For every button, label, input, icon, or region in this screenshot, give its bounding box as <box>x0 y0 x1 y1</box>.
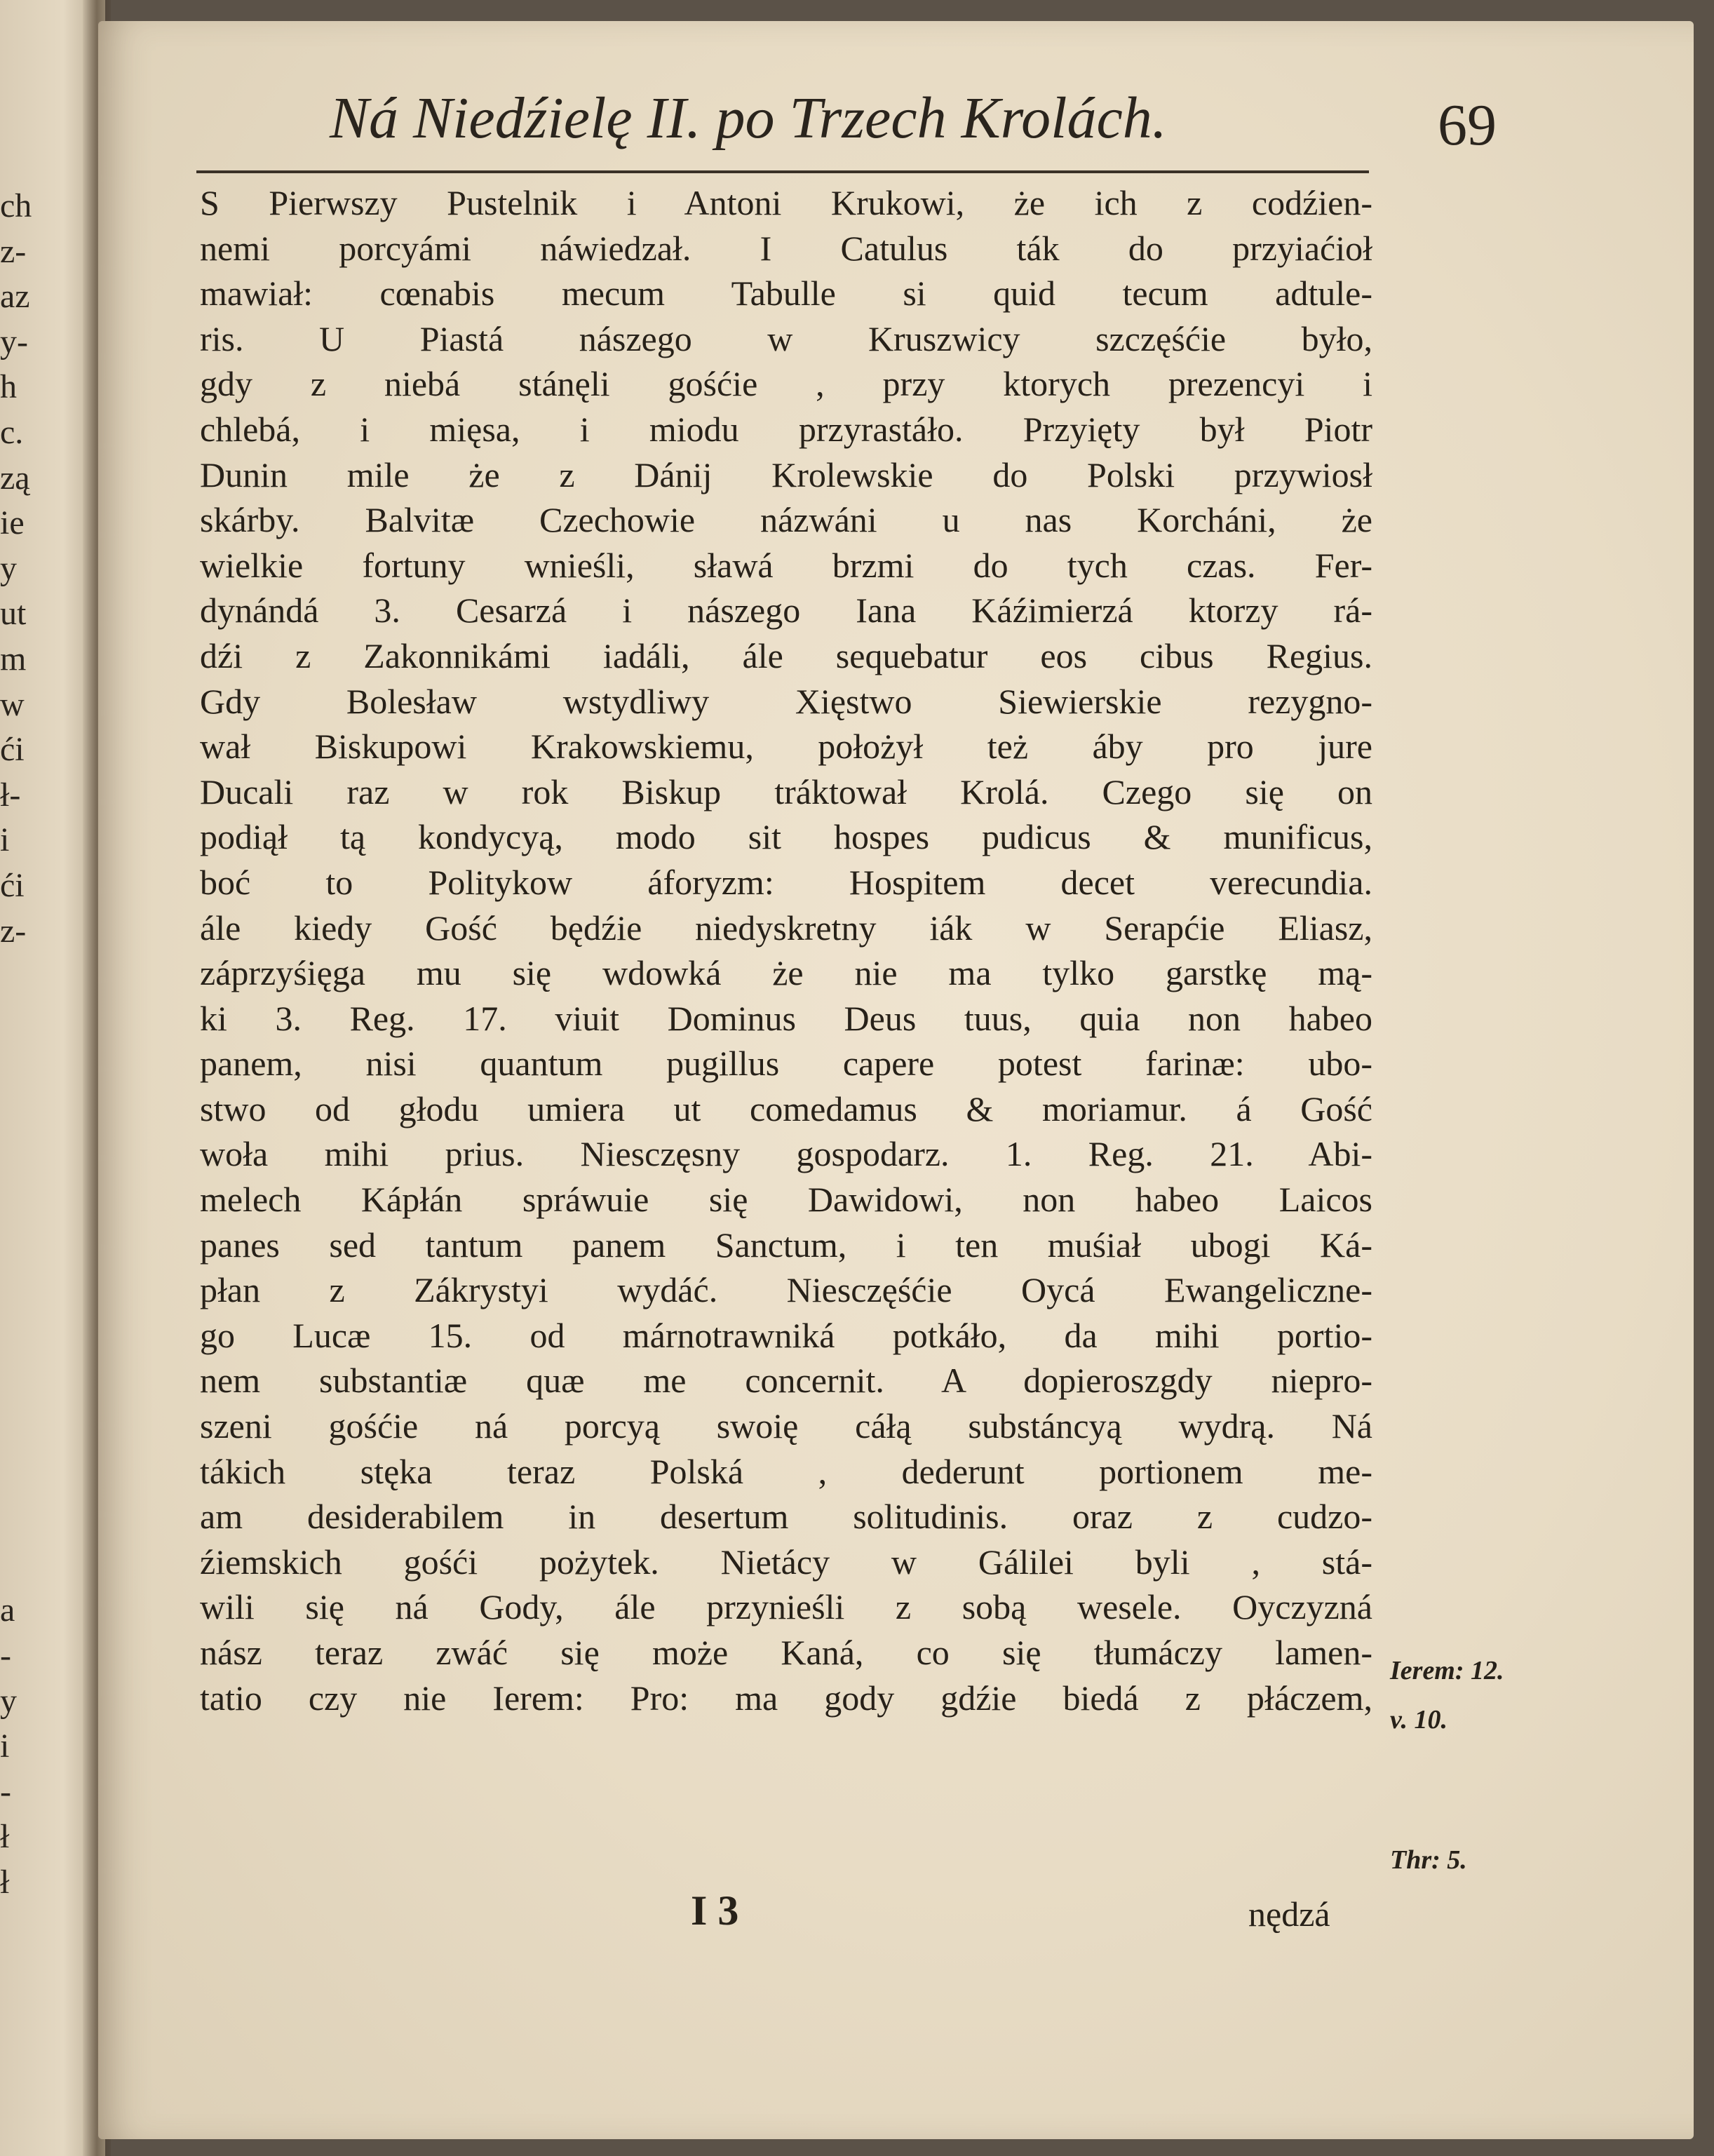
left-page-fragment: ći <box>0 866 25 904</box>
left-page-fragment: w <box>0 685 25 723</box>
left-page-fragment: az <box>0 278 30 316</box>
margin-note: Thr: 5. <box>1390 1845 1467 1875</box>
left-page-fragment: y <box>0 549 17 587</box>
text-line: Gdy Bolesław wstydliwy Xięstwo Siewierskie rezygno- <box>200 681 1372 721</box>
text-line: panes sed tantum panem Sanctum, i ten muśiał ubogi Ká- <box>200 1225 1372 1265</box>
left-page-fragment: h <box>0 368 17 406</box>
text-line: wili się ná Gody, ále przynieśli z sobą wesele. Oyczyzná <box>200 1587 1372 1627</box>
text-line: tákich stęka teraz Polská , dederunt portionem me- <box>200 1451 1372 1491</box>
left-page-fragment <box>0 1497 77 1543</box>
left-page-fragment <box>0 1271 77 1316</box>
left-page-fragment: i <box>0 1727 10 1765</box>
text-line: nem substantiæ quæ me concernit. A dopieroszgdy niepro- <box>200 1361 1372 1401</box>
left-page-fragment: ie <box>0 504 25 542</box>
text-line: podiął tą kondycyą, modo sit hospes pudicus & munificus, <box>200 817 1372 857</box>
text-line: melech Kápłán spráwuie się Dawidowi, non habeo Laicos <box>200 1180 1372 1220</box>
catchword: nędzá <box>1248 1894 1330 1934</box>
left-page-fragment <box>0 1044 77 1090</box>
left-page-fragment: ch <box>0 187 32 224</box>
text-line: stwo od głodu umiera ut comedamus & moriamur. á Gość <box>200 1089 1372 1128</box>
left-page-fragment: c. <box>0 413 24 451</box>
left-page-fragment <box>0 1226 77 1272</box>
text-line: szeni gośćie ná porcyą swoię cáłą substáncyą wydrą. Ná <box>200 1406 1372 1446</box>
text-line: go Lucæ 15. od márnotrawniká potkáło, da mihi portio- <box>200 1315 1372 1355</box>
text-line: S Pierwszy Pustelnik i Antoni Krukowi, że ich z codźien- <box>200 183 1372 222</box>
text-line: wał Biskupowi Krakowskiemu, położył też áby pro jure <box>200 727 1372 767</box>
text-line: ále kiedy Gość będźie niedyskretny iák w Serapćie Eliasz, <box>200 908 1372 948</box>
running-title: Ná Niedźielę II. po Trzech Krolách. <box>330 86 1167 151</box>
page-number: 69 <box>1438 93 1497 158</box>
text-line: dźi z Zakonnikámi iadáli, ále sequebatur eos cibus Regius. <box>200 635 1372 675</box>
header-rule <box>196 170 1369 173</box>
text-line: nász teraz zwáć się może Kaná, co się tłumáczy lamen- <box>200 1633 1372 1672</box>
left-page-fragment: ći <box>0 731 25 769</box>
body-text <box>200 180 1372 1720</box>
left-page-fragment <box>0 1135 77 1180</box>
text-line: záprzyśięga mu się wdowká że nie ma tylko garstkę mą- <box>200 953 1372 993</box>
text-line: tatio czy nie Ierem: Pro: ma gody gdźie biedá z płáczem, <box>200 1678 1372 1718</box>
text-line: chlebá, i mięsa, i miodu przyrastáło. Przyięty był Piotr <box>200 409 1372 449</box>
text-line: dynándá 3. Cesarzá i nászego Iana Káźimierzá ktorzy rá- <box>200 591 1372 631</box>
left-page-fragment <box>0 1543 77 1589</box>
text-line: Dunin mile że z Dánij Krolewskie do Polski przywiosł <box>200 454 1372 494</box>
left-page-fragment <box>0 1316 77 1362</box>
left-page-fragment: i <box>0 821 10 859</box>
text-line: Ducali raz w rok Biskup tráktował Krolá. Czego się on <box>200 772 1372 811</box>
text-line: wielkie fortuny wnieśli, sławá brzmi do tych czas. Fer- <box>200 545 1372 585</box>
left-page-fragment: z- <box>0 912 27 950</box>
text-line: mawiał: cœnabis mecum Tabulle si quid tecum adtule- <box>200 274 1372 314</box>
left-page-fragment: - <box>0 1637 11 1674</box>
left-page-fragment: zą <box>0 459 30 497</box>
left-page-fragment: m <box>0 640 27 678</box>
left-page-fragment: - <box>0 1772 11 1810</box>
left-page-fragments <box>0 184 77 1906</box>
text-line: skárby. Balvitæ Czechowie názwáni u nas Korcháni, że <box>200 500 1372 540</box>
margin-note: Ierem: 12. <box>1390 1656 1504 1685</box>
left-page-fragment <box>0 954 77 999</box>
left-page-fragment: ł <box>0 1863 10 1901</box>
left-page-fragment: ł- <box>0 776 21 814</box>
text-line: boć to Politykow áforyzm: Hospitem decet verecundia. <box>200 862 1372 902</box>
left-page-fragment <box>0 1407 77 1453</box>
left-page-fragment <box>0 1090 77 1136</box>
text-line: źiemskich gośći pożytek. Nietácy w Gálilei byli , stá- <box>200 1542 1372 1582</box>
left-page-fragment <box>0 1361 77 1407</box>
signature-mark: I 3 <box>691 1887 739 1934</box>
margin-note: v. 10. <box>1390 1705 1448 1734</box>
text-line: am desiderabilem in desertum solitudinis. oraz z cudzo- <box>200 1497 1372 1537</box>
text-line: nemi porcyámi náwiedzał. I Catulus ták do przyiaćioł <box>200 228 1372 268</box>
left-page-fragment: ut <box>0 595 27 633</box>
left-page-fragment: a <box>0 1591 15 1629</box>
left-page-fragment: y <box>0 1682 17 1720</box>
text-line: panem, nisi quantum pugillus capere potest farinæ: ubo- <box>200 1044 1372 1084</box>
left-page-fragment: z- <box>0 232 27 270</box>
left-page-fragment <box>0 1180 77 1226</box>
left-page-fragment: ł <box>0 1818 10 1856</box>
text-line: gdy z niebá stánęli gośćie , przy ktorych prezencyi i <box>200 364 1372 404</box>
text-line: ki 3. Reg. 17. viuit Dominus Deus tuus, quia non habeo <box>200 998 1372 1038</box>
left-page-fragment <box>0 999 77 1045</box>
text-line: ris. U Piastá nászego w Kruszwicy szczęśćie było, <box>200 318 1372 358</box>
text-line: woła mihi prius. Niesczęsny gospodarz. 1. Reg. 21. Abi- <box>200 1134 1372 1174</box>
left-page-fragment <box>0 1453 77 1498</box>
left-page-fragment: y- <box>0 323 28 361</box>
text-line: płan z Zákrystyi wydáć. Niesczęśćie Oycá Ewangeliczne- <box>200 1270 1372 1310</box>
